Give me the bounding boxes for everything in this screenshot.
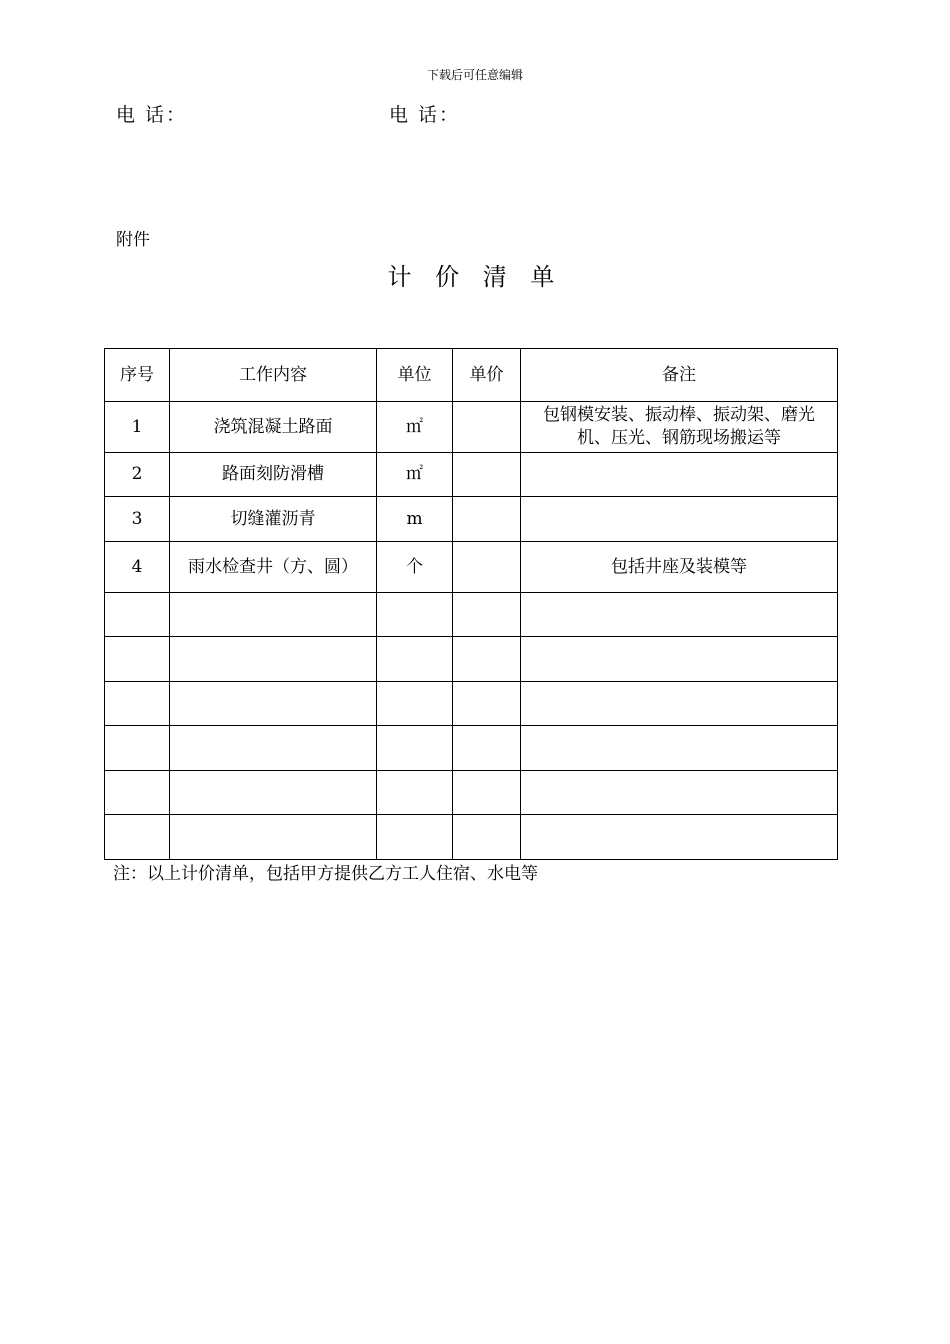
- cell-work-content: 路面刻防滑槽: [170, 453, 377, 497]
- cell-work-content: [170, 682, 377, 726]
- cell-work-content: 浇筑混凝土路面: [170, 402, 377, 453]
- cell-remarks: [521, 682, 838, 726]
- cell-work-content: 切缝灌沥青: [170, 497, 377, 542]
- cell-unit-price: [453, 402, 521, 453]
- header-work-content: 工作内容: [170, 349, 377, 402]
- cell-index: [105, 771, 170, 815]
- cell-work-content: [170, 593, 377, 637]
- cell-unit-price: [453, 726, 521, 771]
- cell-unit: [377, 771, 453, 815]
- cell-unit: [377, 682, 453, 726]
- table-row: [105, 497, 838, 542]
- cell-remarks: 包括井座及装模等: [521, 542, 838, 593]
- cell-unit: [377, 815, 453, 860]
- cell-unit-price: [453, 815, 521, 860]
- cell-unit: [377, 593, 453, 637]
- cell-work-content: 雨水检查井（方、圆）: [170, 542, 377, 593]
- table-row: [105, 593, 838, 637]
- header-index: 序号: [105, 349, 170, 402]
- cell-unit: 个: [377, 542, 453, 593]
- cell-index: [105, 682, 170, 726]
- table-row: [105, 771, 838, 815]
- cell-unit: ㎡: [377, 402, 453, 453]
- header-unit-price: 单价: [453, 349, 521, 402]
- cell-index: 4: [105, 542, 170, 593]
- cell-index: 3: [105, 497, 170, 542]
- cell-unit-price: [453, 771, 521, 815]
- cell-index: [105, 593, 170, 637]
- cell-unit-price: [453, 637, 521, 682]
- cell-unit: [377, 726, 453, 771]
- table-row: [105, 682, 838, 726]
- cell-unit-price: [453, 593, 521, 637]
- cell-remarks: [521, 453, 838, 497]
- cell-remarks: [521, 497, 838, 542]
- page-title: 计 价 清 单: [387, 263, 563, 291]
- cell-remarks: [521, 815, 838, 860]
- cell-remarks: [521, 771, 838, 815]
- cell-remarks: [521, 726, 838, 771]
- cell-unit-price: [453, 682, 521, 726]
- phone-label-left: 电 话：: [116, 104, 188, 126]
- cell-work-content: [170, 726, 377, 771]
- cell-unit: ㎡: [377, 453, 453, 497]
- cell-index: 2: [105, 453, 170, 497]
- cell-remarks: [521, 637, 838, 682]
- cell-unit-price: [453, 542, 521, 593]
- cell-work-content: [170, 815, 377, 860]
- cell-remarks: [521, 593, 838, 637]
- cell-unit: m: [377, 497, 453, 542]
- cell-work-content: [170, 771, 377, 815]
- table-row: [105, 726, 838, 771]
- cell-index: [105, 637, 170, 682]
- table-row: [105, 402, 838, 453]
- phone-label-right: 电 话：: [389, 104, 461, 126]
- cell-index: [105, 726, 170, 771]
- header-remarks: 备注: [521, 349, 838, 402]
- cell-unit-price: [453, 453, 521, 497]
- attachment-label: 附件: [116, 230, 150, 250]
- table-row: [105, 637, 838, 682]
- cell-remarks: 包钢模安装、振动棒、振动架、磨光机、压光、钢筋现场搬运等: [521, 402, 838, 453]
- table-row: [105, 453, 838, 497]
- header-unit: 单位: [377, 349, 453, 402]
- cell-index: 1: [105, 402, 170, 453]
- header-note: 下载后可任意编辑: [426, 68, 523, 82]
- table-header-row: [105, 349, 838, 402]
- cell-index: [105, 815, 170, 860]
- pricing-table: [104, 348, 838, 860]
- table-row: [105, 815, 838, 860]
- cell-unit: [377, 637, 453, 682]
- cell-unit-price: [453, 497, 521, 542]
- footnote: 注：以上计价清单，包括甲方提供乙方工人住宿、水电等: [113, 864, 538, 884]
- cell-work-content: [170, 637, 377, 682]
- table-row: [105, 542, 838, 593]
